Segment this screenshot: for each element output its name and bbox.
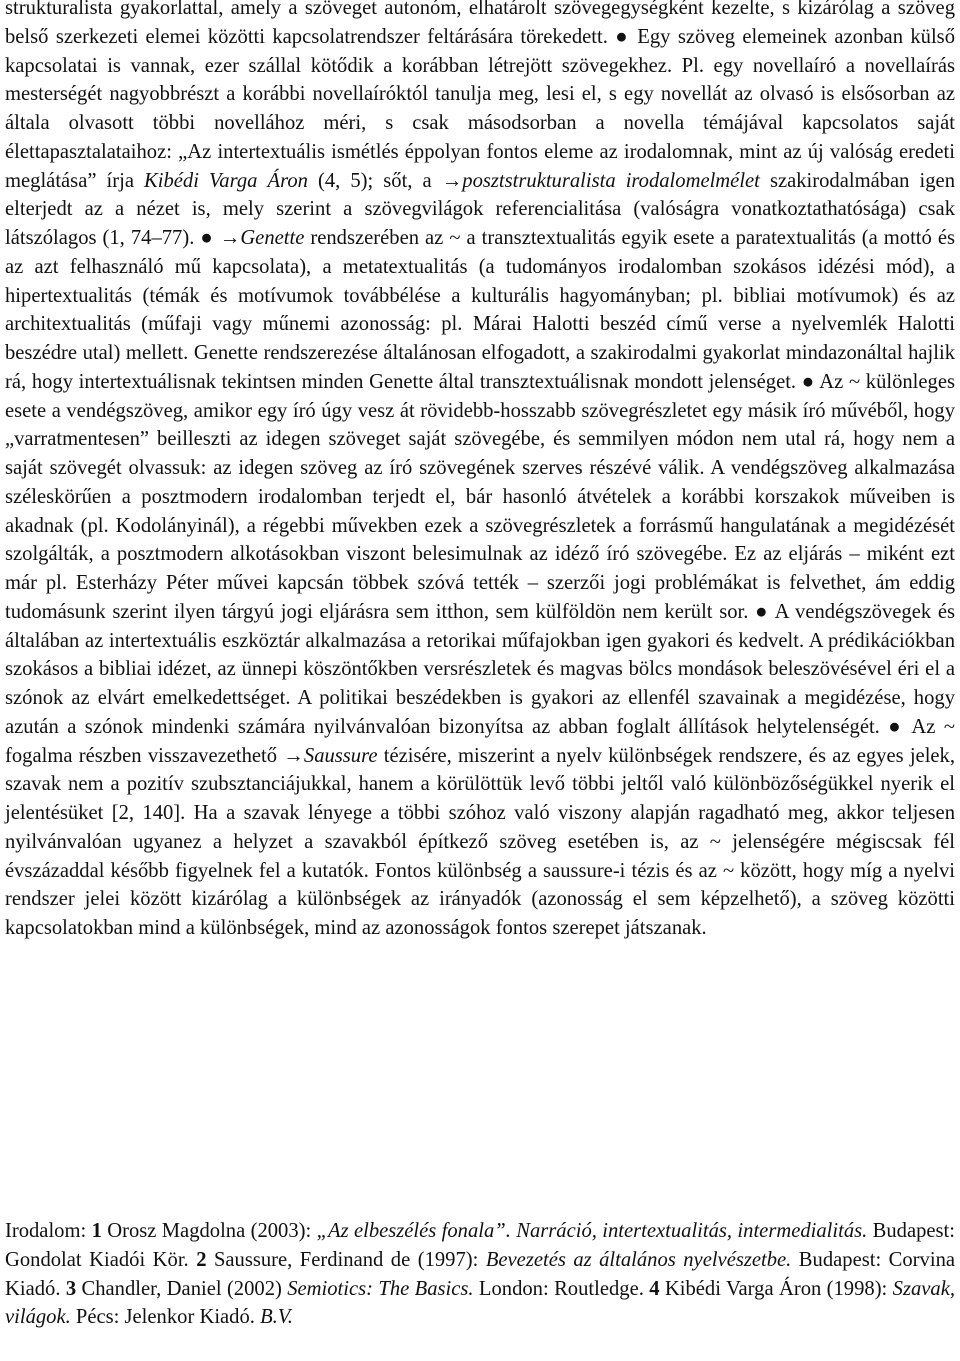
reference-number: 1 — [91, 1220, 102, 1242]
cross-reference: →posztstrukturalista irodalomelmélet — [441, 169, 760, 192]
reference-title: „Az elbeszélés fonala”. Narráció, intertextualitás, intermedialitás. — [316, 1220, 868, 1242]
reference-publisher: Budapest: Corvina Kiadó. — [5, 1248, 955, 1300]
reference-author: Chandler, Daniel (2002) — [76, 1277, 288, 1300]
reference-title: Bevezetés az általános nyelvészetbe. — [485, 1248, 792, 1271]
reference-title: Semiotics: The Basics. — [287, 1277, 474, 1300]
references-paragraph — [5, 1217, 955, 1332]
text-run: (4, 5); sőt, a — [307, 169, 442, 192]
text-run: szakirodalmában igen elterjedt az a nézet is, mely szerint a szövegvilágok referencialitása (valóságra vonatkoztathatósága) csak látszólagos (1, 74‒77). ● — [5, 169, 955, 249]
reference-author: Kibédi Varga Áron (1998): — [659, 1277, 893, 1300]
reference-number: 3 — [65, 1277, 77, 1300]
reference-author: Orosz Magdolna (2003): — [101, 1220, 317, 1242]
body-paragraph — [5, 0, 955, 943]
reference-publisher: Pécs: Jelenkor Kiadó. — [70, 1306, 261, 1329]
text-run: strukturalista gyakorlattal, amely a szöveget autonóm, elhatárolt szövegegységként kezelte, s kizárólag a szöveg belső szerkezeti elemei közötti kapcsolatrendszer feltárására törekedett. ● Egy szöveg elemeinek azonban külső kapcsolatai is vannak, ezer szállal kötődik a korábban létrejött szövegekhez. Pl. egy novellaíró a novellaírás mesterségét nagyobbrészt a korábbi novellaíróktól tanulja meg, lesi el, s egy novellát az olvasó is elsősorban az általa olvasott többi novellához méri, s csak másodsorban a novella témájával kapcsolatos saját élettapasztalataihoz: „Az intertextuális ismétlés éppolyan fontos eleme az irodalomnak, mint az új valóság eredeti meglátása” írja — [5, 0, 955, 192]
cross-reference: →Saussure — [283, 744, 378, 767]
reference-number: 4 — [649, 1277, 660, 1300]
reference-author: Saussure, Ferdinand de (1997): — [206, 1248, 486, 1271]
cross-reference: →Genette — [219, 227, 305, 249]
reference-publisher: London: Routledge. — [473, 1277, 650, 1300]
text-run: rendszerében az ~ a transztextualitás egyik esete a paratextualitás (a mottó és az azt felhasználó mű kapcsolata), a metatextualitás (a tudományos irodalomban szokásos idézési mód), a hipertextualitás (témák és motívumok továbbélése a kulturális hagyományban; pl. bibliai motívumok) és az architextualitás (műfaji vagy műnemi azonosság: pl. Márai Halotti beszéd című verse a nyelvemlék Halotti beszédre utal) mellett. Genette rendszerezése általánosan elfogadott, a szakirodalmi gyakorlat mindazonáltal hajlik rá, hogy intertextuálisnak tekintsen minden Genette által transztextuálisnak mondott jelenséget. ● Az ~ különleges esete a vendégszöveg, amikor egy író úgy vesz át rövidebb-hosszabb szövegrészletet egy másik író művéből, hogy „varratmentesen” beilleszti az idegen szöveget saját szövegébe, és semmilyen módon nem utal rá, hogy nem a saját szövegét olvassuk: az idegen szöveg az író szövegének szerves részévé válik. A vendégszöveg alkalmazása széleskörűen a posztmodern irodalomban terjedt el, bár hasonló átvételek a korábbi korszakok műveiben is akadnak (pl. Kodolányinál), a régebbi művekben ezek a szövegrészletek a forrásmű hangulatának a megidézését szolgálták, a posztmodern alkotásokban viszont belesimulnak az idéző író szövegébe. Ez az eljárás ‒ miként ezt már pl. Esterházy Péter művei kapcsán többek szóvá tették ‒ szerzői jogi problémákat is felvethet, ám eddig tudomásunk szerint ilyen tárgyú jogi eljárásra sem itthon, sem külföldön nem került sor. ● A vendégszövegek és általában az intertextuális eszköztár alkalmazása a retorikai műfajokban igen gyakori és kedvelt. A prédikációkban szokásos a bibliai idézet, az ünnepi köszöntőkben versrészletek és magvas bölcs mondások beleszövésével éri el a szónok az elvárt emelkedettséget. A politikai beszédekben is gyakori az ellenfél szavainak a megidézése, hogy azután a szónok mindenki számára nyilvánvalóan bizonyítsa az abban foglalt állítások helytelenségét. ● Az ~ fogalma részben visszavezethető — [5, 227, 955, 767]
author-name: Kibédi Varga Áron — [144, 169, 308, 192]
text-run: tézisére, miszerint a nyelv különbségek rendszere, és az egyes jelek, szavak nem a pozitív szubsztanciájukkal, hanem a körülöttük levő többi jeltől való különbözőségükkel nyerik el jelentésüket [2, 140]. Ha a szavak lényege a többi szóhoz való viszony alapján ragadható meg, akkor teljesen nyilvánvalóan ugyanez a helyzet a szavakból építkező szöveg esetében is, az ~ jelenségére mégiscsak fél évszázaddal később figyelnek fel a kutatók. Fontos különbség a saussure-i tézis és az ~ között, hogy míg a nyelvi rendszer jelei között kizárólag a különbségek az irányadók (azonosság el sem képzelhető), a szöveg közötti kapcsolatokban mind a különbségek, mind az azonosságok fontos szerepet játszanak. — [5, 744, 956, 939]
reference-number: 2 — [196, 1248, 207, 1271]
references-label: Irodalom: — [5, 1220, 92, 1242]
author-signature: B.V. — [260, 1306, 293, 1329]
reference-publisher: Budapest: Gondolat Kiadói Kör. — [5, 1220, 955, 1271]
reference-title: Szavak, világok. — [5, 1277, 955, 1329]
